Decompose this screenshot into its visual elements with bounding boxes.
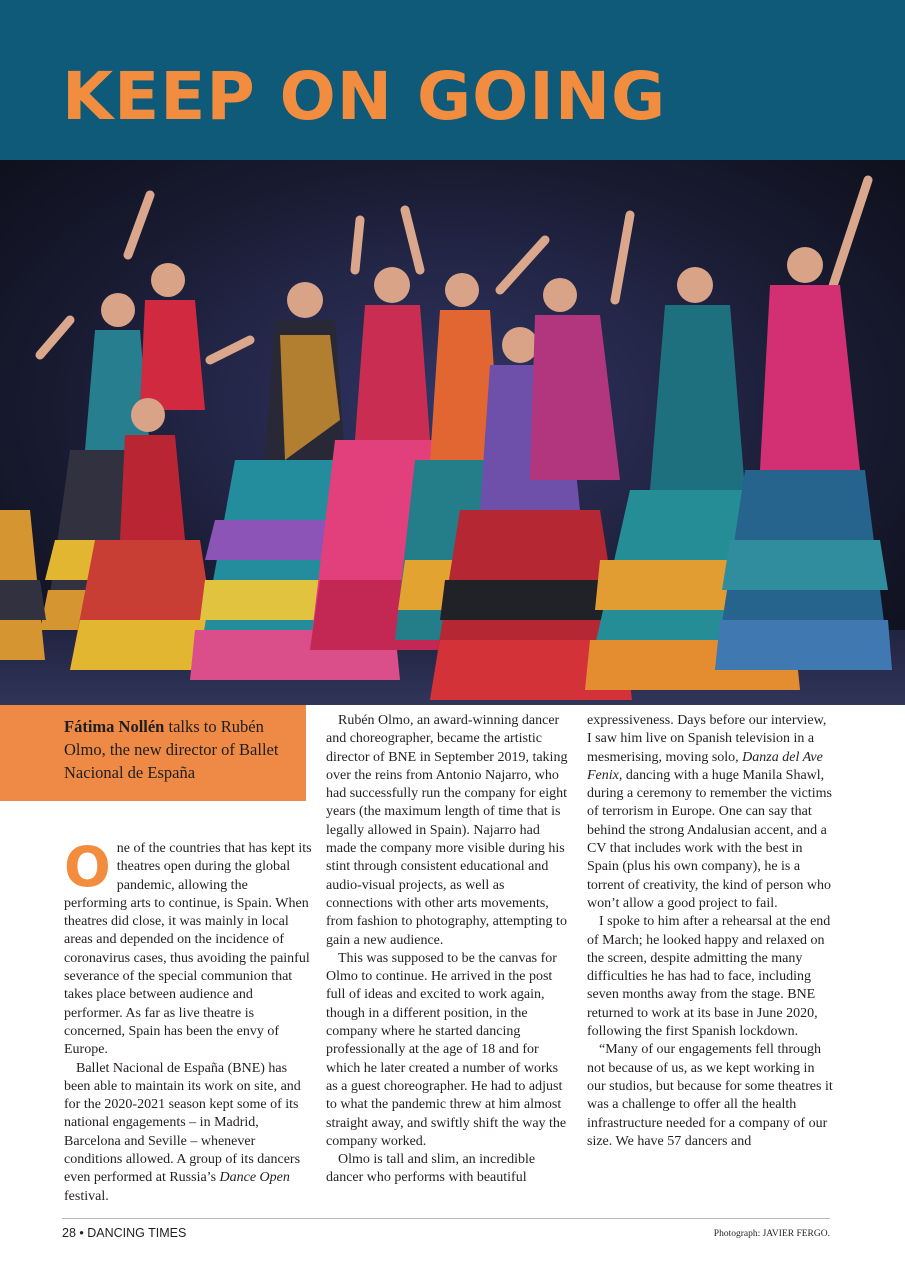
hero-photo (0, 160, 905, 705)
paragraph (587, 712, 833, 913)
dropcap: O (64, 835, 111, 899)
footer-divider (62, 1218, 830, 1219)
emphasis-text: Dance Open (219, 1170, 290, 1186)
article-column-1 (64, 835, 314, 1206)
paragraph: Olmo is tall and slim, an incredible dancer who performs with beautiful (326, 1152, 536, 1186)
author-name: Fátima Nollén (64, 717, 165, 736)
title-banner (0, 0, 905, 160)
standfirst-text (64, 715, 300, 784)
article-column-2 (326, 712, 572, 1188)
paragraph-text: expressiveness. Days before our interview, I saw him live on Spanish television in a mesmerising, moving solo, (587, 713, 827, 765)
standfirst-intro: talks to Rubén Olmo, the new director of Ballet Nacional de España (64, 717, 279, 782)
standfirst-box (0, 705, 306, 801)
paragraph: This was supposed to be the canvas for Olmo to continue. He arrived in the post full of ideas and excited to work again, though in a different position, in the company where he started dancing professionally at the age of 18 and for which he later created a number of works as a guest choreographer. He had to adjust to what the pandemic threw at him almost straight away, and swiftly shift the way the company worked. (326, 950, 567, 1149)
paragraph: I spoke to him after a rehearsal at the end of March; he looked happy and relaxed on the screen, despite admitting the many difficulties he has had to face, including seven months away from the stage. BNE returned to work at its base in June 2020, following the first Spanish lockdown. (587, 914, 831, 1040)
flamenco-dancers-image (0, 160, 905, 705)
paragraph-text: , dancing with a huge Manila Shawl, during a ceremony to remember the victims of terrorism in Europe. One can say that behind the strong Andalusian accent, and a CV that includes work with the best in Spain (plus his own company), he is a torrent of creativity, the kind of person who won’t allow a good project to fail. (587, 767, 832, 911)
page-title: KEEP ON GOING (62, 58, 667, 135)
article-column-3 (587, 712, 833, 1151)
paragraph (64, 1060, 314, 1206)
paragraph: “Many of our engagements fell through not because of us, as we kept working in our studios, but because for some theatres it was a challenge to offer all the health infrastructure needed for a company of our size. We have 57 dancers and (587, 1042, 833, 1149)
photo-credit: Photograph: JAVIER FERGO. (713, 1229, 830, 1239)
paragraph-text: festival. (64, 1188, 109, 1204)
paragraph (64, 835, 314, 1060)
emphasis-text: Danza del Ave Fenix (587, 749, 823, 783)
paragraph: Rubén Olmo, an award-winning dancer and choreographer, became the artistic director of BNE in September 2019, taking over the reins from Antonio Najarro, who had successfully run the company for eight years (the maximum length of time that is legally allowed in Spain). Najarro had made the company more visible during his stint through consistent educational and audio-visual projects, as well as connections with other arts movements, from fashion to photography, attempting to gain a new audience. (326, 713, 568, 948)
page-folio: 28 • DANCING TIMES (62, 1226, 187, 1240)
paragraph-text: ne of the countries that has kept its theatres open during the global pandemic, allowing the performing arts to continue, is Spain. When theatres did close, it was mainly in local areas and depended on the incidence of coronavirus cases, thus avoiding the painful severance of the special communion that takes place between audience and performer. As far as live theatre is concerned, Spain has been the envy of Europe. (64, 841, 312, 1058)
paragraph-text: Ballet Nacional de España (BNE) has been able to maintain its work on site, and for the 2020-2021 season kept some of its national engagements – in Madrid, Barcelona and Seville – whenever conditions allowed. A group of its dancers even performed at Russia’s (64, 1060, 301, 1186)
